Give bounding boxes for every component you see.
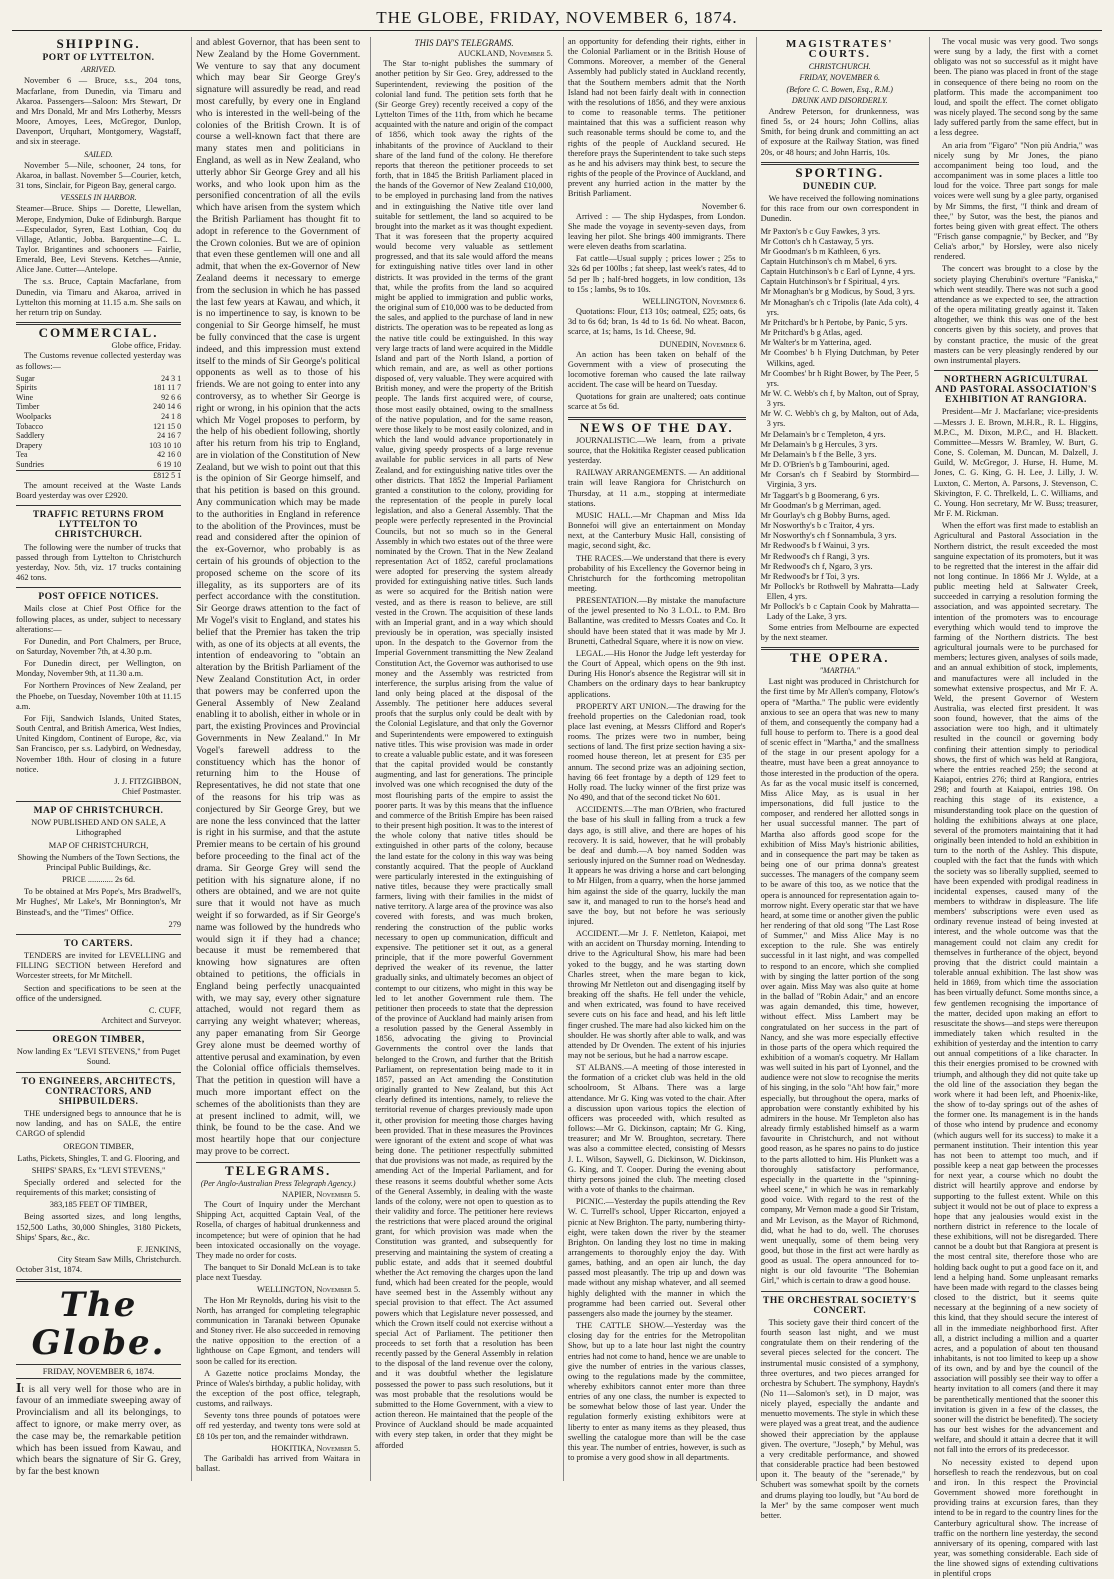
nomination-entry: Mr Nosworthy's ch f Sonnambula, 3 yrs. xyxy=(760,531,897,541)
telegram-text: Arrived : — The ship Hydaspes, from London. She made the voyage in seventy-seven days, from leaving her pilot. She brings 400 immigrants. There were eleven deaths from scarlatina. xyxy=(567,211,746,252)
column-6 xyxy=(929,37,1102,1579)
engineers-text: 383,185 FEET OF TIMBER, xyxy=(49,1200,148,1210)
customs-amount: 103 10 10 xyxy=(149,440,182,450)
engineers-date: October 31st, 1874. xyxy=(16,1265,83,1275)
court-text: Andrew Peterson, for drunkenness, was fined 5s, or 24 hours; John Collins, alias Smith, for being drunk and committing an act of exposure at the Railway Station, was fined 20s, or 48 hours; and John Harris, 10s. xyxy=(760,106,919,157)
telegram-text: An action has been taken on behalf of the Government with a view of prosecuting the locomotive foreman who caused the late railway accident. The case will be heard on Tuesday. xyxy=(567,349,746,390)
telegram-text: The Star to-night publishes the summary of another petition by Sir Geo. Grey, addressed to the Superintendent, reviewing the position of the colonial land fund. The petition sets forth that he (Sir George Grey) recently received a copy of the Lyttelton Times of the 11th, from which he became acquainted with the nature and origin of the compact of 1856, which took away the rights of the inhabitants of the province of Auckland to their share of the land fund of the colony. He therefore reports that thereon the petitioner proceeds to set forth, that in 1845 the British Parliament placed in the hands of the Governor of New Zealand £10,000, to be employed in purchasing land from the natives and in extinguishing the Native title over land suitable for settlement, the land so acquired to be brought into the market as it was thought expedient. That it was foreseen that the property acquired would become very valuable as settlement progressed, and that its sale would afford the means for extinguishing native titles over land in other districts. It was provided in the terms of the grant that, while the profits from the land so acquired might be applied to immigration and public works, the original sum of £10,000 was to be deducted from the sales, and applied to the purchase of land in new districts. The operation was to be repeated as long as the native title could be extinguished. In this way very large tracts of land were acquired in the Middle Island and part of the North Island, a portion of which remain, and are, as well as other portions disposed of, very valuable. They were acquired with British money, and were the property of the British people. The lands first acquired were, of course, those most easily obtained, owing to the smallness of the native population, and for the same reason, were those likely to be most easily colonized, and in which the land would advance proportionately in value, giving speedy prospects of a large revenue available for public services in all parts of New Zealand, and for extinguishing native titles over the other districts. That 1852 the Imperial Parliament granted a constitution to the colony, providing for the representation of the people in purely local legislation, and also a General Assembly. That the people were perfectly represented in the Provincial Councils, but not so much so in the General Assembly in which two estates out of the three were nominated by the Crown. That in the New Zealand representation Act of 1852, careful proclamations were adopted for preserving the system already provided for extinguishing native titles. Such lands as were so acquired for the British nation were vested, and as there is reason to believe, are still vested in the Crown. The acquisition of these lands with an Imperial grant, and in a way which should previously be in operation, was specially insisted upon. In the despatch to the Governor from the Imperial Government transmitting the New Zealand Constitution Act, the Governor was authorised to use money and the Assembly was restricted from interference, the surplus arising from the value of land only being placed at the disposal of the Assembly. The petitioner here adduces several proofs that the surplus only could be dealt with by the Colonial Legislature, and that only the Governor and Superintendents were empowered to extinguish native titles. This wise provision was made in order to create a valuable public estate, and it was foreseen that the capital provided would be constantly augmenting, and last for generations. The principle involved was one which recognised the duty of the most flourishing parts of the empire to assist the poorer parts. It was by this means that the influence and commerce of the British Empire has been raised to their present high position. It was to the interest of the whole colony that native titles should be extinguished in other parts of the colony, because the land estate for the colony in this way was being constantly acquired. That the people of Auckland were particularly interested in the extinguishing of native titles, because they were practically small farmers, living with their families in the midst of native territory. A large area of the province was also covered with forests, and was much broken, rendering the construction of the public works necessary to open up communication, difficult and expensive. The petitioner set it out, as a general principle, that if the more powerful Government deprived the weaker of its revenue, the latter gradually sinks, and ultimately becomes an object of contempt to our citizens, who might in this way be led to let another Government rule them. The petitioner then proceeds to state that the depression of the province of Auckland had mainly arisen from a resolution passed by the General Assembly in 1856, advocating the giving to Provincial Governments the control over the lands that belonged to the Crown, and further that the British Parliament, on representation being made to it in 1857, passed an Act amending the Constitution originally granted to New Zealand, but this Act clearly defined its intentions, namely, to relieve the territorial revenue of charges previously made upon it, other provision for meeting those charges having been provided. That in these measures the Provinces were ignorant of the extent and scope of what was being done. The petitioner respectfully submitted that due provisions was not made, as required by the amending Act of the Imperial Parliament, and for these reasons it seems doubtful whether some Acts of the General Assembly, in dealing with the waste lands of the colony, were not open to question as to their validity and force. The petitioner here reviews the restrictions that were placed around the original grant, for which provision was made when the Constitution was granted, and subsequently for preserving and maintaining the system of creating a public estate, and adds that it seemed doubtful whether the Act removing the charges upon the land fund, which had been created for the people, would have seemed best in the Assembly without any special provision to that effect. The Act assumed powers which that Legislature never possessed, and which the Crown itself could not exercise without a special Act of Parliament. The petitioner then proceeds to set forth that a resolution has been recently passed by the General Assembly in relation to the disposal of the land revenue over the colony, and it was doubtful whether the legislature possessed the power to pass such resolutions, but it was most probable that the resolutions would be submitted to the Home Government, with a view to action thereon. He maintained that the people of the Province of Auckland should be made acquainted with every step taken, in order that they might be afforded xyxy=(375,59,553,1450)
news-item: THE RACES.—We understand that there is every probability of his Excellency the Governor being in Christchurch for the forthcoming metropolitan meeting. xyxy=(567,553,746,593)
customs-row xyxy=(16,460,181,470)
divider xyxy=(16,934,181,935)
shipping-heading: SHIPPING. xyxy=(56,36,141,51)
customs-item: Tea xyxy=(16,450,28,460)
dateline: WELLINGTON, November 5. xyxy=(257,1285,361,1295)
dateline: November 6. xyxy=(701,201,746,211)
telegram-text: The banquet to Sir Donald McLean is to take place next Tuesday. xyxy=(196,1263,361,1283)
nomination-entry: Mr Redwood's ch f, Ngaro, 3 yrs. xyxy=(760,561,873,571)
map-heading: MAP OF CHRISTCHURCH. xyxy=(33,806,164,817)
court-date: FRIDAY, NOVEMBER 6. xyxy=(799,73,881,83)
telegram-text: The Garibaldi has arrived from Waitara in ballast. xyxy=(196,1453,361,1474)
court-charge: DRUNK AND DISORDERLY. xyxy=(791,95,888,105)
nomination-entry: Mr Redwood's br f Toi, 3 yrs. xyxy=(760,571,860,581)
nomination-entry: Mr D. O'Brien's b g Tambourini, aged. xyxy=(760,460,890,470)
customs-amount: 240 14 6 xyxy=(153,402,182,412)
map-price: PRICE ............ 2s 6d. xyxy=(62,875,136,885)
post-text: For Northern Provinces of New Zealand, per the Phoebe, on Tuesday, November 10th at 11.15 a.m. xyxy=(16,681,182,711)
carters-signature-title: Architect and Surveyor. xyxy=(101,1015,182,1025)
telegram-text: Quotations for grain are unaltered; oats continue scarce at 5s 6d. xyxy=(567,392,746,412)
customs-total: £812 5 1 xyxy=(16,470,181,481)
column-3 xyxy=(370,37,557,1481)
nomination-entry: Captain Hutchinson's b c Earl of Lynne, 4 yrs. xyxy=(760,267,916,277)
nomination-entry: Mr Goodman's b g Merriman, aged. xyxy=(760,500,881,510)
telegram-text: The Court of Inquiry under the Merchant Shipping Act, acquitted Captain Veal, of the Rosella, of charges of habitual drunkenness and incompetence; but were of opinion that he had been intoxicated occasionally on the voyage. They made no order for costs. xyxy=(196,1200,361,1260)
engineers-text: Being assorted sizes, and long lengths, 152,500 Laths, 30,000 Shingles, 3180 Pickets, Ships' Spars, &c., &c. xyxy=(16,1212,182,1242)
customs-item: Wine xyxy=(16,392,34,402)
nomination-entry: Mr W. C. Webb's ch f, by Malton, out of Spray, 3 yrs. xyxy=(760,389,919,409)
orchestral-review-continued: An aria from "Figaro" "Non più Andria," was nicely sung by Mr Jones, the piano accompaniment being too loud, and the accompaniment was in some places a little too loud for the voice. Three part songs for male voices were well sung by a glee party, organised by Mr Simms, the first, "I think and dream of thee," by Sutor, was the best, the pianos and fortes being given with great effect. The others "Frisch ganse compagnie," by Becker, and "By Celia's arbor," by Horsley, were also nicely rendered. xyxy=(933,140,1098,262)
news-item: ACCIDENTS.—The man O'Brien, who fractured the base of his skull in falling from a truck a few days ago, is still alive, and there are hopes of his recovery. It is said, however, that he will probably be deaf and dumb.—A boy named Sodden was seriously injured on the Sumner road on Wednesday. It appears he was driving a horse and cart belonging to Mr Hilgen, from a quarry, when the horse jammed him against the side of the quarry, luckily the man saw it, and managed to run to the horse's head and save the boy, but not before he was seriously injured. xyxy=(567,805,746,926)
commercial-sub: Globe office, Friday. xyxy=(111,341,182,351)
oregon-heading: OREGON TIMBER, xyxy=(52,1035,145,1046)
arrived-heading: ARRIVED. xyxy=(81,65,116,75)
vessels-heading: VESSELS IN HARBOR. xyxy=(60,193,137,203)
arrived-text: November 6 — Bruce, s.s., 204 tons, Macfarlane, from Dunedin, via Timaru and Akaroa. Passengers—Saloon: Mrs Stewart, Dr and Mrs Donald, Mr and Mrs Lotherby, Messrs Moore, Amoyes, Lees, McGregor, Dunlop, Davenport, Urquhart, Montgomery, Wagstaff, and six in steerage. xyxy=(16,76,182,147)
news-item: LEGAL.—His Honor the Judge left yesterday for the Court of Appeal, which opens on the 9th inst. During His Honor's absence the Registrar will sit in Chambers on the ordinary days to hear bankruptcy applications. xyxy=(567,648,746,699)
map-text: Showing the Numbers of the Town Sections, the Principal Public Buildings, &c. xyxy=(17,852,180,872)
masthead: THE GLOBE, FRIDAY, NOVEMBER 6, 1874. xyxy=(12,6,1102,31)
customs-row xyxy=(16,441,181,451)
divider xyxy=(16,1072,181,1073)
nomination-entry: Mr Coombes' b h Flying Dutchman, by Peter Wilkins, aged. xyxy=(760,348,919,368)
post-text: Mails close at Chief Post Office for the following places, as under, subject to necessary alterations:— xyxy=(16,604,182,634)
customs-row xyxy=(16,412,181,422)
post-text: For Dunedin direct, per Wellington, on Monday, November 9th, at 11.30 a.m. xyxy=(16,659,182,679)
news-item: ACCIDENT.—Mr J. F. Nettleton, Kaiapoi, met with an accident on Thursday morning. Intending to drive to the Agricultural Show, his mare had been yoked to the buggy, and he was starting down Charles street, when the mare began to kick, throwing Mr Nettleton out and disengaging itself by breaking off the shafts. He fell under the vehicle, and when extricated, was found to have received severe cuts on his face and head, and his left little finger crushed. The mare had also kicked him on the shoulder. He was shortly after able to walk, and was attended by Dr Ovenden. The extent of his injuries may not be serious, but he had a narrow escape. xyxy=(567,929,746,1060)
opera-subheading: "MARTHA." xyxy=(819,666,860,676)
port-heading: PORT OF LYTTELTON. xyxy=(42,53,155,64)
agricultural-text: President—Mr J. Macfarlane; vice-presidents—Messrs J. E. Brown, M.H.R., R. L. Higgins, M.P.C., M. Dixon, M.P.C., and H. Blackett. Committee—Messrs W. Bramley, W. Burt, G. Cone, S. Coleman, M. Duncan, M. Dalzell, J. Guild, W. McGregor, J. Hurse, H. Hume, M. Jones, C. G. King, G. H. Lee, J. Lilly, J. W. Luxton, C. Merton, A. Parsons, J. Stevenson, C. Skivington, F. C. Threlkeld, L. C. Williams, and C. Young. Hon secretary, Mr W. Buss; treasurer, Mr F. M. Rickman. xyxy=(933,407,1098,519)
customs-row xyxy=(16,431,181,441)
magistrates-heading: MAGISTRATES' COURTS. xyxy=(785,38,894,61)
nomination-entry: Mr Gourlay's ch g Bobby Burns, aged. xyxy=(760,510,891,520)
nomination-entry: Mr Paxton's b c Guy Fawkes, 3 yrs. xyxy=(760,226,881,236)
nomination-entry: Mr Pollock's b c Captain Cook by Mahratta—Lady of the Lake, 3 yrs. xyxy=(760,602,919,622)
columns xyxy=(12,36,1102,1579)
nomination-entry: Mr Monaghan's ch c Tripolis (late Ada colt), 4 yrs. xyxy=(760,297,919,317)
nomination-entry: Mr Monaghan's br g Modicus, by Soud, 3 yrs. xyxy=(760,287,915,297)
engineers-text: Laths, Pickets, Shingles, T. and G. Flooring, and xyxy=(17,1153,180,1163)
nomination-entry: Mr Taggart's b g Boomerang, 6 yrs. xyxy=(760,490,880,500)
news-item: PICNIC.—Yesterday the pupils attending the Rev W. C. Turrell's school, Upper Riccarton, enjoyed a picnic at New Brighton. The party, numbering thirty-eight, were taken down the river by the steamer Brighton. On landing they lost no time in making arrangements to thoroughly enjoy the day. With games, bathing, and an open air lunch, the day passed most pleasantly. The trip up and down was made without any mishap whatever, and all seemed highly delighted with the manner in which the programme had been carried out. Several other passengers also made the journey by the steamer. xyxy=(567,1197,746,1318)
nomination-entry: Mr Cotton's ch h Castaway, 5 yrs. xyxy=(760,236,874,246)
customs-amount: 121 15 0 xyxy=(153,421,182,431)
nomination-entry: Mr Redwood's b f Wainui, 3 yrs. xyxy=(760,541,870,551)
divider xyxy=(16,801,181,802)
nomination-entry: Mr Delamain's b f the Belle, 3 yrs. xyxy=(760,449,877,459)
dateline: DUNEDIN, November 6. xyxy=(659,339,746,349)
column-2 xyxy=(191,37,364,1481)
divider xyxy=(16,505,181,506)
nomination-entry: Mr Nosworthy's b c Traitor, 4 yrs. xyxy=(760,521,875,531)
nomination-entry: Mr Coombes' br h Right Bower, by The Peer, 5 yrs. xyxy=(760,368,919,388)
engineers-text: OREGON TIMBER, xyxy=(63,1141,134,1151)
sailed-text: November 5—Nile, schooner, 24 tons, for Akaroa, in ballast. November 5—Courier, ketch, 31 tons, Sinclair, for Pigeon Bay, general cargo. xyxy=(16,160,182,191)
nomination-entry: Mr Pollock's br Rothwell by Mahratta—Lady Ellen, 4 yrs. xyxy=(760,581,919,602)
map-text: To be obtained at Mrs Pope's, Mrs Bradwell's, Mr Hughes', Mr Lake's, Mr Bonnington's, Mr Binstead's, and the "Times" Office. xyxy=(16,887,182,917)
customs-item: Drapery xyxy=(16,440,43,450)
customs-intro: The Customs revenue collected yesterday was as follows:— xyxy=(16,351,182,371)
map-text: NOW PUBLISHED AND ON SALE, A Lithographed xyxy=(31,818,166,838)
customs-item: Spirits xyxy=(16,383,37,393)
orchestral-review-continued: The vocal music was very good. Two songs were sung by a lady, the first with a cornet obligato was not so successful as it might have been. The piano was placed in front of the stage in consequence of there being no room on the platform. This made the accompaniment too loud, and spoilt the effect. The cornet obligato was nicely played. The second song by the same lady suffered partly from the same effect, but in a less degree. xyxy=(933,37,1098,138)
post-text: For Fiji, Sandwich Islands, United States, South Central, and British America, West Indies, United Kingdom, Continent of Europe, &c, via San Francisco, per s.s. Ladybird, on Wednesday, November 18th. Hour of closing in a future notice. xyxy=(16,713,182,774)
dateline: WELLINGTON, November 6. xyxy=(642,296,746,306)
post-text: For Dunedin, and Port Chalmers, per Bruce, on Saturday, November 7th, at 4.30 p.m. xyxy=(16,636,182,656)
nomination-entry: Mr Walter's br m Yatterina, aged. xyxy=(760,338,872,348)
oregon-text: Now landing Ex "LEVI STEVENS," from Puget Sound. xyxy=(16,1047,181,1067)
carters-text: TENDERS are invited for LEVELLING and FILLING SECTION between Hereford and Worcester streets, for Mr Mitchell. xyxy=(16,951,182,981)
telegram-text: Seventy tons three pounds of potatoes were off red yesterday, and twenty tons were sold at £8 10s per ton, and the remainder withdrawn. xyxy=(196,1411,361,1441)
cup-intro: We have received the following nominations for this race from our own correspondent in Dunedin. xyxy=(760,194,919,224)
news-item: PRESENTATION.—By mistake the manufacture of the jewel presented to No 3 L.O.L. to P.M. Bro Ballantine, was credited to Messrs Coates and Co. It should have been stated that it was made by Mr J. Brunetti, Cathedral Square, where it is now on view. xyxy=(567,596,746,646)
customs-row xyxy=(16,402,181,412)
customs-amount: 92 6 6 xyxy=(161,392,182,402)
divider xyxy=(934,370,1098,371)
customs-item: Timber xyxy=(16,402,40,412)
nomination-entry: Mr Goodman's b m Kathleen, 6 yrs. xyxy=(760,246,881,256)
divider xyxy=(761,1291,919,1292)
customs-amount: 181 11 7 xyxy=(153,383,182,393)
carters-text: Section and specifications to be seen at the office of the undersigned. xyxy=(16,983,182,1003)
this-days-telegrams-heading: THIS DAY'S TELEGRAMS. xyxy=(414,38,514,48)
column-1 xyxy=(12,37,185,1481)
map-text: MAP OF CHRISTCHURCH, xyxy=(48,840,149,850)
globe-dateline: FRIDAY, NOVEMBER 6, 1874. xyxy=(16,1364,181,1378)
carters-heading: TO CARTERS. xyxy=(64,938,133,949)
customs-item: Sugar xyxy=(16,373,35,383)
customs-amount: 24 16 7 xyxy=(157,431,182,441)
divider xyxy=(16,1279,181,1282)
customs-row xyxy=(16,393,181,403)
post-signature: J. J. FITZGIBBON, xyxy=(114,776,182,786)
news-item: PROPERTY ART UNION.—The drawing for the freehold properties on the Caledonian road, took place last evening, at Messrs Clifford and Roper's rooms. The prizes were two in number, being sections of land. The first prize section having a six-roomed house thereon, let at present for £35 per annum. The second prize was an adjoining section, having 66 feet frontage by a depth of 129 feet to Holly road. The lucky winner of the first prize was No 490, and that of the second ticket No 601. xyxy=(567,701,746,803)
customs-amount: 42 16 0 xyxy=(157,450,182,460)
opera-heading: THE OPERA. xyxy=(790,649,890,665)
opera-review: Last night was produced in Christchurch for the first time by Mr Allen's company, Flotow's opera of "Martha." The public were evidently anxious to see an opera that was new to many of them, and consequently the company had a full house to perform to. There is a good deal of scenic effect in "Martha," and the smallness of the stage in our present apology for a theatre, must have been a great annoyance to those interested in the production of the opera. As far as the vocal music itself is concerned, Miss Alice May, as is usual in her impersonations, did full justice to the composer, and rendered her allotted songs in her usual successful manner. The part of Martha also affords good scope for the exhibition of Miss May's histrionic abilities, and in consequence the part may be taken as being one of our prima donna's greatest successes. The managers of the company seem to be aware of this too, as we notice that the opera is announced for representation again to-morrow night. Every operatic star that we have heard, at some time or another given the public her rendering of that old song "The Last Rose of Summer," and Miss Alice May is no exception to the rule. She was entirely successful in it last night, and was compelled to respond to an encore, which she complied with by singing the latter portion of the song over again. Miss May was also quite at home in the ballad of "Robin Adair," and an encore was again demanded, this time, however, without effect. Miss Lambert may be congratulated on her success in the part of Nancy, and she was more especially effective in those parts of the opera which required the exhibition of a woman's coquetry. Mr Hallam was well suited in his part of Lyonnel, and the audience were not slow to recognise the merits of his singing, in the solo "Ah! how fair," more especially, but throughout the opera, marks of approbation were constantly exhibited by his admirers in the house. Mr Templeton also has already firmly established himself as a warm favourite in Christchurch, and not without good reason, as he spares no pains to do justice to the parts allotted to him. His Plunkett was a thoroughly satisfactory performance, especially in the quartette in the "spinning-wheel scene," in which he was in remarkably good voice. With regard to the rest of the company, Mr Vernon made a good Sir Tristam, and Mr Levison, as the Mayor of Richmond, did, what he had to do, well. The choruses went unequally, some of them being very good, but those in the first act were hardly as good as usual. The opera announced for to-night is our old favourite "The Bohemian Girl," which is certain to draw a good house. xyxy=(760,677,919,1286)
nomination-entry: Mr Corsan's ch f Seabird by Stormbird—Virginia, 3 yrs. xyxy=(760,470,919,490)
customs-amount: 24 3 1 xyxy=(161,373,182,383)
cup-heading: DUNEDIN CUP. xyxy=(802,181,877,192)
news-item: RAILWAY ARRANGEMENTS. — An additional train will leave Rangiora for Christchurch on Thursday, at 11 a.m., stopping at intermediate stations. xyxy=(567,468,746,508)
engineers-text: SHIPS' SPARS, Ex "LEVI STEVENS," xyxy=(31,1165,166,1175)
telegram-text: an opportunity for defending their rights, either in the Colonial Parliament or in the British House of Commons. Moreover, a member of the General Assembly had publicly stated in Auckland recently, that the Southern members admit that the North Island had not been fairly dealt with in connection with the resolutions of 1856, and they were anxious to come to reasonable terms. The petitioner maintained that this was a sufficient reason why such reasonable terms should be come to, and the rights of the people of Auckland secured. He therefore prays the Superintendent to take such steps as he and his advisers may think best, to secure the rights of the people of the Province of Auckland, and prevent any hurried action in the matter by the British Parliament. xyxy=(567,37,746,199)
news-item: THE CATTLE SHOW.—Yesterday was the closing day for the entries for the Metropolitan Show, but up to a late hour last night the country entries had not come to hand, hence we are unable to give the number of entries in the various classes, owing to the regulations made by the committee, whereby exhibitors cannot enter more than three entries of any one class, the number is expected to be somewhat below those of last year. Under the regulation formerly existing exhibitors were at liberty to enter as many items as they pleased, thus swelling the catalogue more than will be the case this year. The number of entries, however, is such as to promise a very good show in all departments. xyxy=(567,1321,746,1463)
customs-row xyxy=(16,422,181,432)
engineers-signature-title: City Steam Saw Mills, Christchurch. xyxy=(57,1255,182,1265)
column-5 xyxy=(756,37,923,1520)
commercial-heading: COMMERCIAL. xyxy=(38,325,159,341)
waste-lands-text: The amount received at the Waste Lands Board yesterday was over £2920. xyxy=(16,480,182,500)
nomination-entry: Mr Pritchard's br h Pertobe, by Panic, 5 yrs. xyxy=(760,317,908,327)
divider xyxy=(16,1030,181,1031)
customs-item: Tobacco xyxy=(16,421,43,431)
sailed-heading: SAILED. xyxy=(84,149,113,159)
news-heading: NEWS OF THE DAY. xyxy=(579,419,734,435)
news-item: MUSIC HALL.—Mr Chapman and Miss Ida Bonnefoi will give an entertainment on Monday next, at the Canterbury Music Hall, consisting of magic, second sight, &c. xyxy=(567,510,746,551)
engineers-signature: F. JENKINS, xyxy=(136,1244,182,1254)
telegram-text: Quotations: Flour, £13 10s; oatmeal, £25; oats, 6s 3d to 6s 6d; bran, 1s 4d to 1s 6d. No wheat. Bacon, scarce, at 1s; hams, 1s 1d. Cheese, 9d. xyxy=(567,307,746,337)
customs-row xyxy=(16,374,181,384)
telegrams-heading: TELEGRAMS. xyxy=(224,1162,332,1178)
traffic-heading: TRAFFIC RETURNS FROM LYTTELTON TO CHRISTCHURCH. xyxy=(32,510,165,541)
telegram-text: The Hon Mr Reynolds, during his visit to the North, has arranged for completing telegraphic communication in Taranaki between Opunake and Stoney river. He also succeeded in removing the native opposition to the erection of a lighthouse on Cape Egmont, and tenders will soon be called for its erection. xyxy=(196,1295,361,1366)
nomination-entry: Mr Delamain's br c Templeton, 4 yrs. xyxy=(760,429,886,439)
divider xyxy=(16,587,181,588)
ad-number: 279 xyxy=(168,919,182,929)
customs-row xyxy=(16,383,181,393)
post-heading: POST OFFICE NOTICES. xyxy=(38,592,159,603)
news-item: ST ALBANS.—A meeting of those interested in the formation of a cricket club was held in the old schoolroom, St Albans. There was a large attendance. Mr G. King was voted to the chair. After a discussion upon various topics the election of officers was proceeded with, which resulted as follows:—Mr G. Dickinson, captain; Mr G. King, treasurer; and Mr W. Broughton, secretary. There was also a committee elected, consisting of Messrs J. L. Wilson, Saywell, G. Dickinson, W. Dickinson, G. King, and T. Cooper. During the evening about thirty persons joined the club. The meeting closed with a vote of thanks to the chairman. xyxy=(567,1063,746,1195)
customs-item: Woolpacks xyxy=(16,412,52,422)
nominations-list xyxy=(761,227,919,623)
traffic-text: The following were the number of trucks that passed through from Lyttelton to Christchurch yesterday, Nov. 5th, viz. 17 trucks containing 462 tons. xyxy=(16,542,182,583)
nomination-entry: Mr W. C. Webb's ch g, by Malton, out of Ada, 3 yrs. xyxy=(760,409,919,429)
orchestral-heading: THE ORCHESTRAL SOCIETY'S CONCERT. xyxy=(762,1295,917,1316)
dateline: HOKITIKA, November 5. xyxy=(271,1443,361,1453)
agricultural-text: When the effort was first made to establish an Agricultural and Pastoral Association in the Northern district, the result exceeded the most sanguine expectation of its promoters, but it was to be regretted that the interest in the affair did not long continue. In 1866 Mr J. Wylde, at a public meeting held at Saltwater Creek, succeeded in carrying a resolution forming the association, and was appointed secretary. The intention of the promoters was to encourage everything which would tend to improve the farming of the Northern districts. The best agricultural journals were to be purchased for members; lectures given, analyses of soils made, and an annual exhibition of stock, implements, and manufactures were all included in the somewhat extensive prospectus, and Mr F. A. Weld, the present Governor of Western Australia, was elected first president. It was soon found, however, that the aims of the association were too high, and it ultimately resulted in the council or governing body confining their attention simply to periodical shows, the first of which was held at Rangiora, where the entries reached 259; the second at Kaiapoi, entries 276; third at Rangiora, entries 298; and fourth at Kaiapoi, entries 198. On reaching this stage of its existence, a misunderstanding took place on the question of holding the exhibitions always at one place, several of the promoters maintaining that it had originally been intended to hold an exhibition in turn to the north of the Ashley. This dispute, coupled with the fact that the funds with which the society was so liberally supplied, seemed to have been expended with prodigal readiness in incidental expenses, caused many of the members to withdraw in displeasure. The life members' subscriptions were even used as ordinary revenue instead of being invested at interest, and the whole outcome was that the management could not claim any credit for themselves in furtherance of the object, beyond proving that the district could maintain a tolerable annual exhibition. The last show was held in 1869, from which time the association has been virtually defunct. Some months since, a few gentlemen recognising the importance of the matter, decided upon making an effort to resuscitate the shows—and steps were thereupon immediately taken which resulted in the exhibition of yesterday and the intention to carry out annual competitions of a like character. In this their energies promised to be crowned with triumph, and although they did not quite take up the old line of the association they began the work where it had been left, and Phoenix-like, the show of to-day springs out of the ashes of the former one. Its management is in the hands of those who intend by prudence and economy (which augurs well for its success) to make it a permanent institution. Their intention this year has not been to attempt too much, and if possible keep a neat gap between the processes for next year, a course which no doubt the district will heartily approve and endorse by supporting to the fullest extent. While on this subject it would not be out of place to express a hope that any jealousies would exist in the northern district in reference to the locale of these exhibitions, will not be disregarded. There cannot be a doubt but that Rangiora at present is the most central site, therefore those who are holding back ought to put a good face on it, and lend a helping hand. Some unpleasant remarks have been made with regard to the classes being closed to the district, but it seems quite necessary at the beginning of a new society of this kind, that they should secure the interest of all in the immediate neighborhood first. After all, a district including a million and a quarter acres, and a population of about ten thousand inhabitants, is not too limited to keep up a show of its own, and by and bye the council of the association will possibly see their way to offer a hearty invitation to all comers (and there it may be parenthetically mentioned that the sooner this invitation is given in a few of the classes, the sooner will the district be benefited). The society has our best wishes for the advancement and welfare, and should it attain a decree that it will not fall into the errors of its predecessor. xyxy=(933,521,1098,1455)
agricultural-text: No necessity existed to depend upon horseflesh to reach the rendezvous, but on coal and iron. In this respect the Provincial Government showed more forethought in providing trains at excursion fares, than they intend to be in regard to the country lines for the Canterbury agricultural show. The increase of traffic on the northern line yesterday, the second anniversary of its opening, compared with last year, was something considerable. Each side of the line showed signs of extending cultivations in plentiful crops xyxy=(933,1457,1098,1579)
agricultural-heading: NORTHERN AGRICULTURAL AND PASTORAL ASSOCIATION'S EXHIBITION AT RANGIORA. xyxy=(934,375,1097,406)
carters-signature: C. CUFF, xyxy=(148,1005,182,1015)
engineers-text: THE undersigned begs to announce that he is now landing, and has on SALE, the entire CARGO of splendid xyxy=(16,1109,182,1139)
court-magistrate: (Before C. C. Bowen, Esq., R.M.) xyxy=(786,84,893,94)
orchestral-review-continued: The concert was brought to a close by the society playing Cherubini's overture "Faniska," which went steadily. There was not such a good attendance as we expected to see, the attraction of the opera militating greatly against it. Taken altogether, we think this was one of the best concerts given by this society, and proves that by constant practice, the music of the great masters can be very pleasingly rendered by our own instrumental players. xyxy=(933,264,1098,365)
news-item: JOURNALISTIC.—We learn, from a private source, that the Hokitika Register ceased publication yesterday. xyxy=(567,435,746,466)
bruce-text: The s.s. Bruce, Captain Macfarlane, from Dunedin, via Timaru and Akaroa, arrived in Lyttelton this morning at 11.15 a.m. She sails on her return trip on Sunday. xyxy=(16,277,182,317)
globe-title: The Globe. xyxy=(31,1285,166,1364)
customs-item: Sundries xyxy=(16,460,44,470)
column-4 xyxy=(563,37,750,1481)
post-signature-title: Chief Postmaster. xyxy=(121,787,182,796)
nomination-entry: Mr Redwood's ch f Rangi, 3 yrs. xyxy=(760,551,870,561)
leader-article: It is all very well for those who are in favour of an immediate sweeping away of Provincialism and all its belongings, to affect to ignore, or make merry over, as the case may be, the remarkable petition which has been issued from Kawau, and which bears the signature of Sir G. Grey, by far the best known xyxy=(16,1380,182,1478)
court-location: CHRISTCHURCH. xyxy=(808,62,871,72)
engineers-text: Specially ordered and selected for the requirements of this market; consisting of xyxy=(16,1178,182,1198)
telegram-text: Fat cattle—Usual supply ; prices lower ; 25s to 32s 6d per 100lbs ; fat sheep, last week's rates, 4d to 5d per lb ; half-bred hoggets, in low condition, 13s to 15s ; lambs, 9s to 10s. xyxy=(567,254,746,294)
telegram-text: A Gazette notice proclaims Monday, the Prince of Wales's birthday, a public holiday, with the exception of the post office, telegraph, customs, and railways. xyxy=(196,1368,361,1409)
customs-amount: 6 19 10 xyxy=(157,460,182,470)
customs-item: Saddlery xyxy=(16,431,45,441)
nomination-entry: Captain Hutchinson's br f Spiritual, 4 yrs. xyxy=(760,277,900,287)
cup-end: Some entries from Melbourne are expected by the next steamer. xyxy=(760,622,919,642)
customs-table xyxy=(16,374,181,470)
leader-article-continued: and ablest Governor, that has been sent to New Zealand by the Home Government. We venture to say that any document which may bear Sir George Grey's signature will assuredly be read, and read most carefully, by every one in England who is interested in the well-being of the colonies of the British Crown. It is of course a well-known fact that there are many states men and politicians in England, as well as in New Zealand, who utterly abhor Sir George Grey and all his works, and who look upon him as the personified concentration of all the evils which have arisen from the system which the British Parliament has thought fit to adopt in reference to the Government of the Crown colonies. But we are of opinion that even these gentlemen will one and all admit, that when the ex-Governor of New Zealand deems it necessary to emerge from the seclusion in which he has passed the last few years at Kawau, and which, it is no impertinence to say, is known to be congenial to Sir George himself, he must be fully convinced that the case is urgent indeed, and this impression must extend itself to the minds of Sir George's political opponents as well as to those of his friends. We are not going to enter into any controversy, as to whether Sir George is right or wrong, in his opinion that the acts which Mr Vogel proposes to perform, by the help of his obedient following, shortly after his return from his trip to England, are in violation of the Constitution of New Zealand, but we wish to point out that this is the opinion of Sir George himself, and that his petition is based on this ground. Any communication which may be made to the authorities in England in reference to the abolition of the Provinces, must be read and considered after the opinion of the ex-Governor, who probably is as certain of his grounds of objection to the proposed scheme on the score of its illegality, as its supporters are of its perfect accordance with the constitution. Sir George draws attention to the fact of Mr Vogel's visit to England, and states his belief that the Premier has taken the trip with, as one of its objects at all events, the intention of endeavoring to "obtain an alteration by the British Parliament of the New Zealand Constitution Act, in order that powers may be conferred upon the General Assembly of New Zealand enabling it to abolish, either in whole or in part, the existing Provinces and Provincial Governments in New Zealand." In Mr Vogel's farewell address to the constituency which has the honor of returning him to the House of Representatives, he did not state that one of the reasons for his trip was as conjectured by Sir George Grey, but we are none the less convinced that the latter is right in his surmise, and that the astute Premier means to be certain of his ground before proceeding to the final act of the drama. Sir George Grey will send the petition with his signature alone, if no others are obtained, and we are not quite sure that it would not have as much weight if so forwarded, as if Sir George's name was followed by the hundreds who would sign it if they had a chance; because it must be remembered that knowing how signatures are often obtained to petitions, the officials in England being perfectly unacquainted with, we may say, every other signature attached, would not regard them as carrying any weight whatever; whereas, any paper emanating from Sir George Grey alone must be deemed worthy of attentive perusal and examination, by even the Colonial office officials themselves. That the petition in question will have a much more important effect on the schemes of the abolitionists than they are at present inclined to admit, will, we think, be found to be the case. And we most heartily hope that our conjecture may prove to be correct. xyxy=(196,37,361,1157)
customs-row xyxy=(16,450,181,460)
nomination-entry: Mr Pritchard's b g Atlas, aged. xyxy=(760,328,863,338)
dateline: AUCKLAND, November 5. xyxy=(457,49,553,59)
customs-amount: 24 1 8 xyxy=(161,412,182,422)
engineers-heading: TO ENGINEERS, ARCHITECTS, CONTRACTORS, AND SHIPBUILDERS. xyxy=(21,1076,176,1107)
nomination-entry: Captain Hutchinson's ch m Mabel, 6 yrs. xyxy=(760,256,898,266)
dateline: NAPIER, November 5. xyxy=(281,1190,361,1200)
orchestral-review: This society gave their third concert of the fourth season last night, and we must congratulate them on their rendering of the several pieces selected for the concert. The instrumental music consisted of a symphony, three overtures, and two pieces arranged for orchestra by Schubert. The symphony, Haydn's (No 11—Salomon's set), in D major, was nicely played, especially the andante and menuetto movements. The style in which these were played was a great treat, and the audience showed their appreciation by the applause given. The overture, "Joseph," by Mehul, was a very creditable performance, and showed that considerable practice had been bestowed upon it. The beauty of the "serenade," by Schubert was somewhat spoilt by the cornets and drums playing too loudly, but "Au bord de la Mer" by the same composer went much better. xyxy=(760,1317,919,1520)
vessels-text: Steamer—Bruce. Ships — Dorette, Llewellan, Merope, Endymion, Duke of Edinburgh. Barque—Especulador, Syren, East Lothian, Coq du Village, Atlantic, Jobba. Barquentine—C. L. Taylor. Brigantines and schooners — Fairlie, Emerald, Bee, Levi Stevens. Ketches—Annie, Alice Jane. Cutter—Antelope. xyxy=(16,204,182,275)
sporting-heading: SPORTING. xyxy=(795,164,885,180)
telegrams-subheading: (Per Anglo-Australian Press Telegraph Agency.) xyxy=(200,1178,356,1188)
nomination-entry: Mr Delamain's b g Hercules, 3 yrs. xyxy=(760,439,878,449)
